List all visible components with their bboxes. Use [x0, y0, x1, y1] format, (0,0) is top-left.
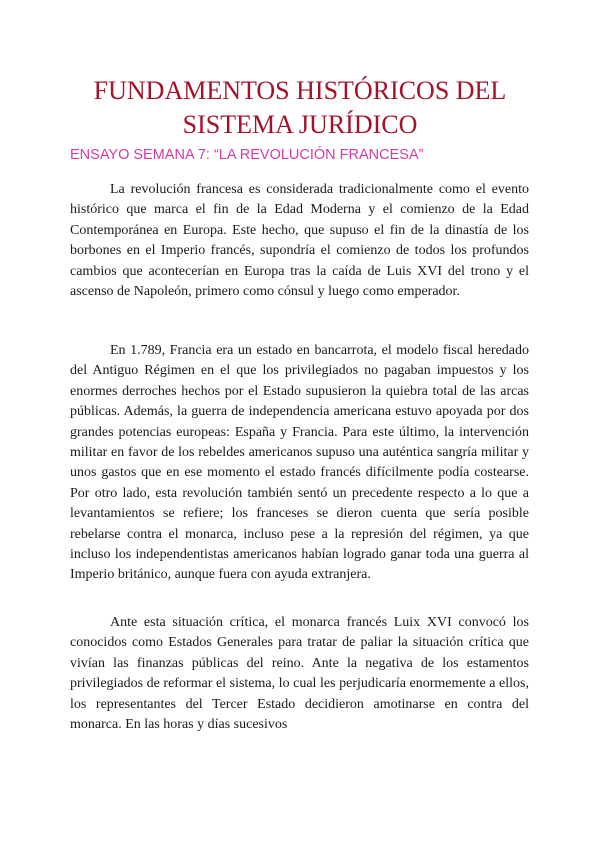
paragraph-1: La revolución francesa es considerada tradicionalmente como el evento histórico que marca el fin de la Edad Moderna y el comienzo de la Edad Contemporánea en Europa. Este hecho, que supuso el fin de la dinastía de los borbones en el Imperio francés, supondría el comienzo de todos los profundos cambios que acontecerían en Europa tras la caída de Luis XVI del trono y el ascenso de Napoleón, primero como cónsul y luego como emperador.: [70, 182, 529, 300]
document-title: FUNDAMENTOS HISTÓRICOS DEL SISTEMA JURÍDICO: [93, 76, 507, 139]
paragraph-3: Ante esta situación crítica, el monarca francés Luix XVI convocó los conocidos como Estados Generales para tratar de paliar la situación crítica que vivían las finanzas públicas del reino. Ante la negativa de los estamentos privilegiados de reformar el sistema, lo cual les perjudicaría enormemente a ellos, los representantes del Tercer Estado decidieron amotinarse en contra del monarca. En las horas y días sucesivos: [70, 615, 529, 733]
paragraph-2: En 1.789, Francia era un estado en bancarrota, el modelo fiscal heredado del Antiguo Régimen en el que los privilegiados no pagaban impuestos y los enormes derroches hechos por el Estado supusieron la quiebra total de las arcas públicas. Además, la guerra de independencia americana estuvo apoyada por dos grandes potencias europeas: España y Francia. Para este último, la intervención militar en favor de los rebeldes americanos supuso una auténtica sangría militar y unos gastos que en ese momento el estado francés difícilmente podía costearse. Por otro lado, esta revolución también sentó un precedente respecto a lo que a levantamientos se refiere; los franceses se dieron cuenta que sería posible rebelarse contra el monarca, incluso pese a la represión del régimen, ya que incluso los independentistas americanos habían logrado ganar toda una guerra al Imperio británico, aunque fuera con ayuda extranjera.: [70, 343, 529, 583]
document-subtitle: ENSAYO SEMANA 7: “LA REVOLUCIÓN FRANCESA”: [70, 147, 424, 163]
